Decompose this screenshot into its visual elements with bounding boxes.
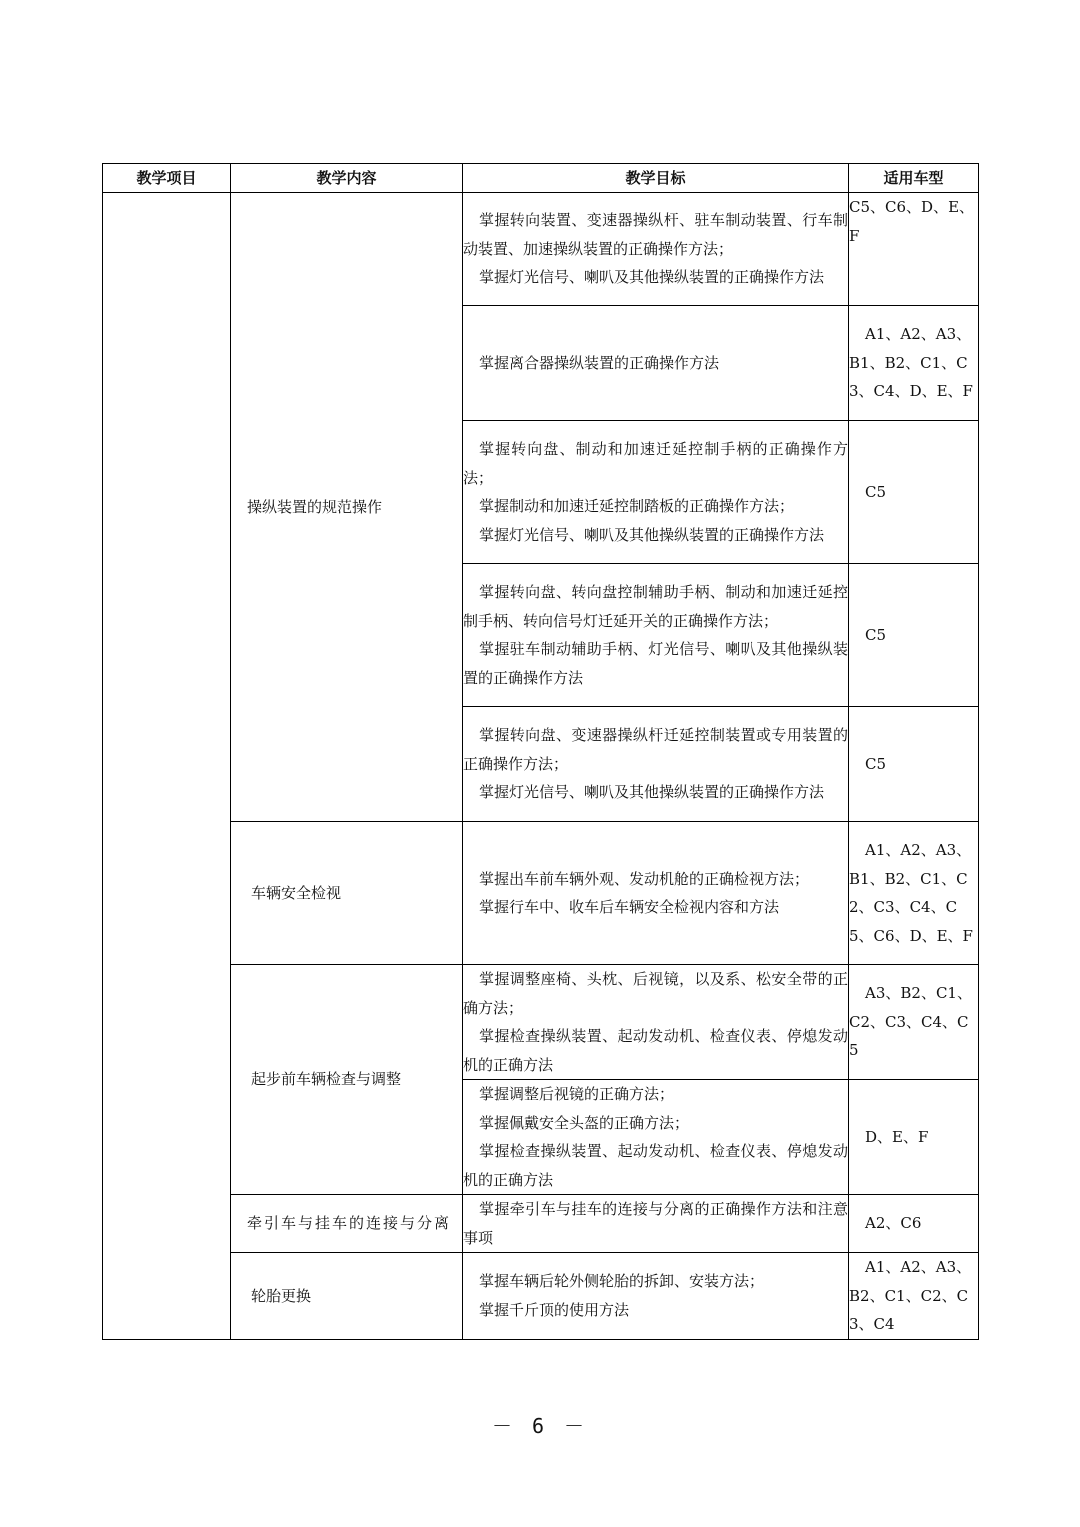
goal-line: 掌握制动和加速迁延控制踏板的正确操作方法； xyxy=(479,497,795,515)
goal-line: 掌握检查操纵装置、起动发动机、检查仪表、停熄发动机的正确方法 xyxy=(463,1027,848,1074)
vehicle-type-cell xyxy=(849,421,979,564)
content-text: 操纵装置的规范操作 xyxy=(247,497,383,516)
header-content: 教学内容 xyxy=(231,164,463,193)
content-cell-inspection xyxy=(231,822,463,965)
vehicle-type-cell xyxy=(849,1253,979,1340)
goal-line: 掌握检查操纵装置、起动发动机、检查仪表、停熄发动机的正确方法 xyxy=(463,1142,848,1189)
goal-line: 掌握转向装置、变速器操纵杆、驻车制动装置、行车制动装置、加速操纵装置的正确操作方法； xyxy=(463,211,848,258)
table-header-row xyxy=(103,164,979,193)
vehicle-type-text: A1、A2、A3、B1、B2、C1、C3、C4、D、E、F xyxy=(849,325,973,401)
vehicle-type-text: A2、C6 xyxy=(865,1214,922,1233)
content-text: 车辆安全检视 xyxy=(251,883,342,902)
goal-cell xyxy=(463,965,849,1080)
vehicle-type-text: A1、A2、A3、B1、B2、C1、C2、C3、C4、C5、C6、D、E、F xyxy=(849,841,973,945)
vehicle-type-text: C5 xyxy=(865,754,887,773)
goal-line: 掌握转向盘、制动和加速迁延控制手柄的正确操作方法； xyxy=(463,440,848,487)
content-text: 轮胎更换 xyxy=(251,1286,312,1305)
goal-line: 掌握离合器操纵装置的正确操作方法 xyxy=(479,353,720,372)
vehicle-type-text: A1、A2、A3、B2、C1、C2、C3、C4 xyxy=(849,1258,972,1333)
vehicle-type-text: D、E、F xyxy=(865,1127,929,1146)
content-text: 起步前车辆检查与调整 xyxy=(251,1070,402,1089)
content-text: 牵引车与挂车的连接与分离 xyxy=(247,1214,452,1233)
goal-cell xyxy=(463,707,849,822)
vehicle-type-cell xyxy=(849,1195,979,1253)
vehicle-type-cell xyxy=(849,707,979,822)
content-cell-controls xyxy=(231,193,463,822)
project-cell xyxy=(103,193,231,1340)
goal-cell xyxy=(463,421,849,564)
goal-cell xyxy=(463,1195,849,1253)
goal-cell xyxy=(463,1253,849,1340)
goal-line: 掌握调整后视镜的正确方法； xyxy=(479,1085,675,1103)
goal-line: 掌握调整座椅、头枕、后视镜，以及系、松安全带的正确方法； xyxy=(463,970,848,1017)
goal-line: 掌握出车前车辆外观、发动机舱的正确检视方法； xyxy=(479,869,810,888)
goal-line: 掌握佩戴安全头盔的正确方法； xyxy=(479,1113,690,1132)
content-cell-pre-start xyxy=(231,965,463,1195)
content-cell-tire xyxy=(231,1253,463,1340)
vehicle-type-text: C5 xyxy=(865,482,887,501)
vehicle-type-cell xyxy=(849,306,979,421)
header-vehicle-type: 适用车型 xyxy=(849,164,979,193)
content-cell-trailer xyxy=(231,1195,463,1253)
vehicle-type-text: C5 xyxy=(865,625,887,644)
goal-line: 掌握驻车制动辅助手柄、灯光信号、喇叭及其他操纵装置的正确操作方法 xyxy=(463,640,848,687)
goal-cell xyxy=(463,822,849,965)
vehicle-type-cell xyxy=(849,564,979,707)
goal-line: 掌握灯光信号、喇叭及其他操纵装置的正确操作方法 xyxy=(479,525,825,544)
vehicle-type-text: A3、B2、C1、C2、C3、C4、C5 xyxy=(849,984,972,1060)
goal-line: 掌握灯光信号、喇叭及其他操纵装置的正确操作方法 xyxy=(479,783,825,802)
header-project: 教学项目 xyxy=(103,164,231,193)
table-row xyxy=(103,193,979,306)
vehicle-type-cell xyxy=(849,1080,979,1195)
goal-cell xyxy=(463,564,849,707)
goal-line: 掌握行车中、收车后车辆安全检视内容和方法 xyxy=(479,898,780,916)
goal-cell xyxy=(463,193,849,306)
goal-cell xyxy=(463,1080,849,1195)
goal-line: 掌握车辆后轮外侧轮胎的拆卸、安装方法； xyxy=(479,1272,765,1291)
table-row xyxy=(103,1195,979,1253)
goal-line: 掌握转向盘、变速器操纵杆迁延控制装置或专用装置的正确操作方法； xyxy=(463,726,848,773)
goal-line: 掌握千斤顶的使用方法 xyxy=(479,1300,630,1319)
table-row xyxy=(103,965,979,1080)
goal-line: 掌握转向盘、转向盘控制辅助手柄、制动和加速迁延控制手柄、转向信号灯迁延开关的正确操作方法； xyxy=(463,583,848,630)
vehicle-type-cell xyxy=(849,193,979,306)
vehicle-type-cell xyxy=(849,965,979,1080)
syllabus-table xyxy=(102,163,979,1340)
table-row xyxy=(103,822,979,965)
page-number: － 6 － xyxy=(491,1414,589,1438)
vehicle-type-cell xyxy=(849,822,979,965)
goal-line: 掌握灯光信号、喇叭及其他操纵装置的正确操作方法 xyxy=(479,268,825,287)
table-row xyxy=(103,1253,979,1340)
goal-cell xyxy=(463,306,849,421)
vehicle-type-text: C5、C6、D、E、F xyxy=(849,198,975,245)
header-goal: 教学目标 xyxy=(463,164,849,193)
goal-line: 掌握牵引车与挂车的连接与分离的正确操作方法和注意事项 xyxy=(463,1200,848,1247)
